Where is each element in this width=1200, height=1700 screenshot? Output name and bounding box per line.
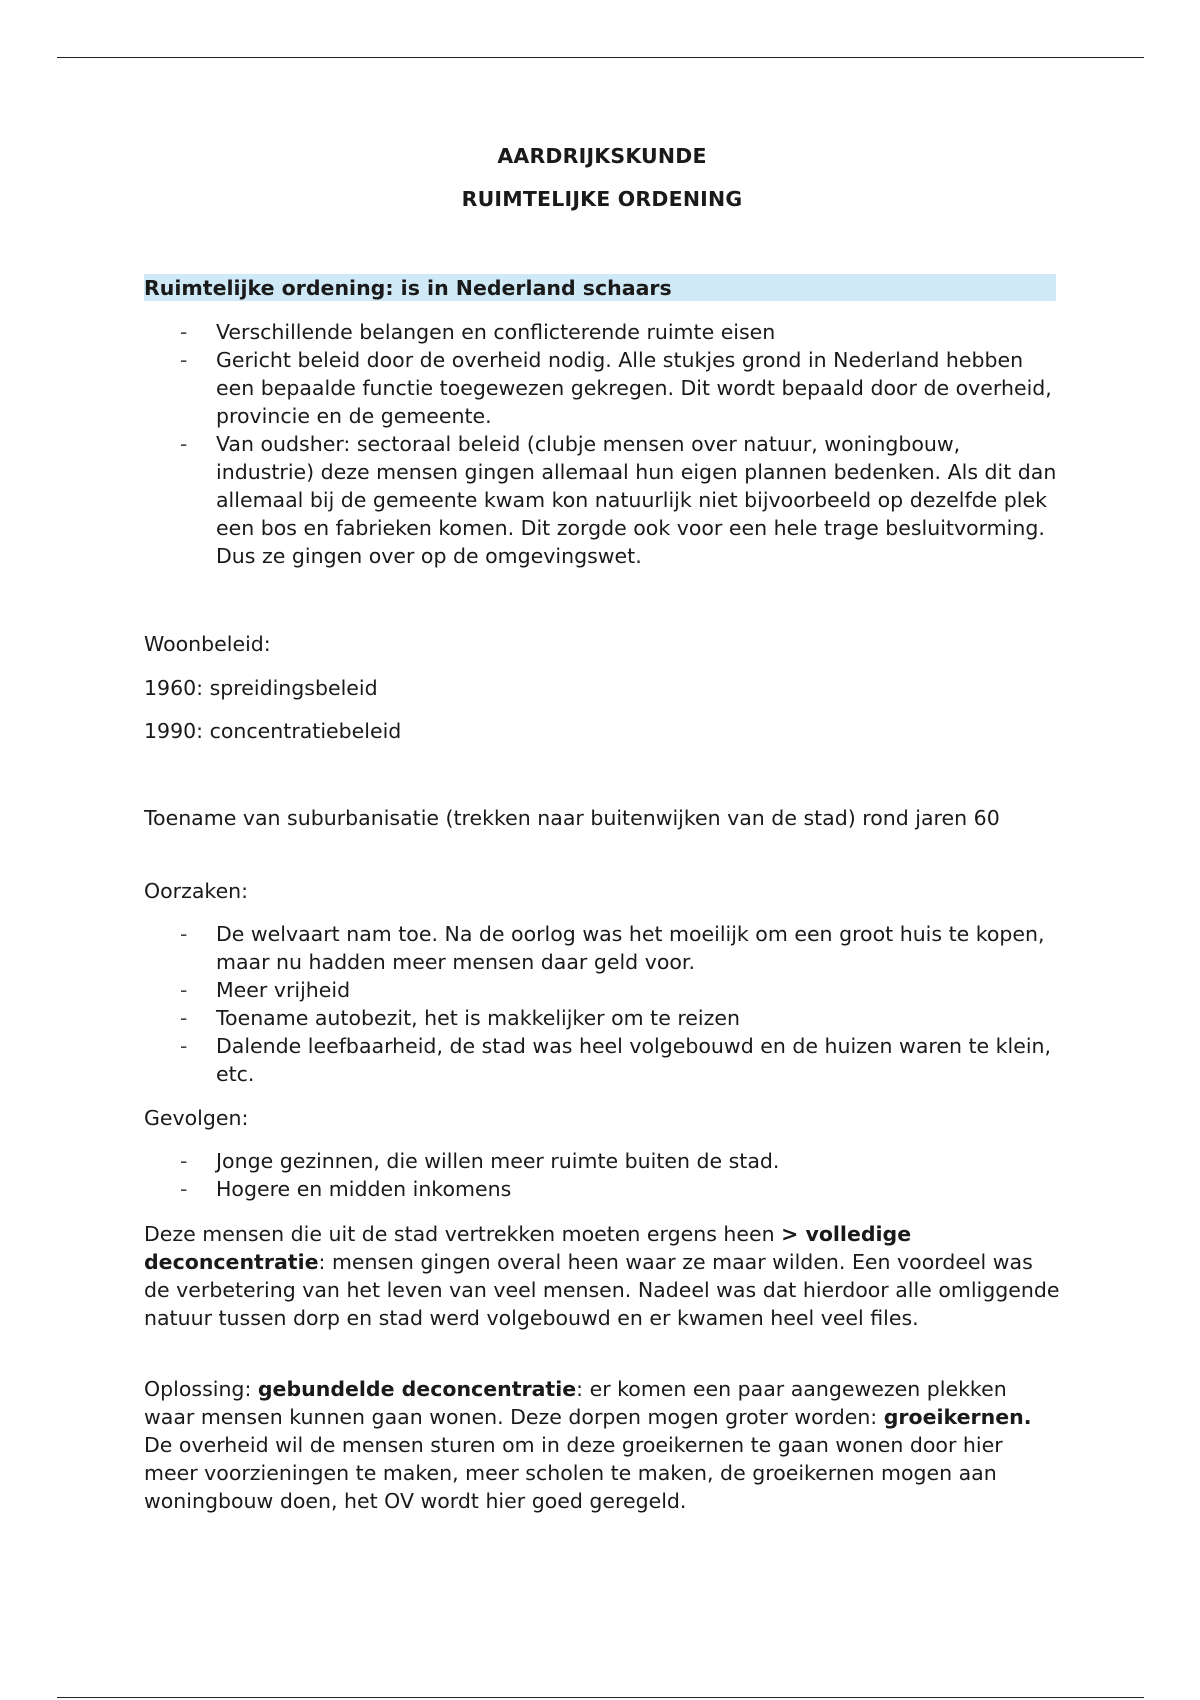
gevolgen-label: Gevolgen: — [144, 1106, 249, 1130]
subject-title: AARDRIJKSKUNDE — [497, 144, 707, 168]
dash-bullet: - — [180, 348, 188, 372]
gevolgen-bullet-list — [144, 1147, 1060, 1203]
oorzaken-label: Oorzaken: — [144, 879, 249, 903]
list-item: - Meer vrijheid — [180, 978, 351, 1002]
list-item: - Gericht beleid door de overheid nodig. Alle stukjes grond in Nederland hebben een bepaalde functie toegewezen gekregen. Dit wordt bepaald door de overheid, provincie en de gemeente. — [180, 348, 1052, 428]
volledige-deconcentratie-paragraph: Deze mensen die uit de stad vertrekken moeten ergens heen > volledige deconcentratie: mensen gingen overal heen waar ze maar wilden. Een voordeel was de verbetering van het leven van veel mensen. Nadeel was dat hierdoor alle omliggende natuur tussen dorp en stad werd volgebouwd en er kwamen heel veel files. — [144, 1222, 1060, 1330]
gebundelde-deconcentratie-paragraph: Oplossing: gebundelde deconcentratie: er komen een paar aangewezen plekken waar mensen kunnen gaan wonen. Deze dorpen mogen groter worden: groeikernen. De overheid wil de mensen sturen om in deze groeikernen te gaan wonen door hier meer voorzieningen te maken, meer scholen te maken, de groeikernen mogen aan woningbouw doen, het OV wordt hier goed geregeld. — [144, 1377, 1032, 1513]
dash-bullet: - — [180, 922, 188, 946]
dash-bullet: - — [180, 1149, 188, 1173]
dash-bullet: - — [180, 978, 188, 1002]
list-item: - Jonge gezinnen, die willen meer ruimte buiten de stad. — [180, 1149, 780, 1173]
dash-bullet: - — [180, 1034, 188, 1058]
oorzaken-bullet-list — [144, 920, 1060, 1088]
list-item: - Van oudsher: sectoraal beleid (clubje mensen over natuur, woningbouw, industrie) deze mensen gingen allemaal hun eigen plannen bedenken. Als dit dan allemaal bij de gemeente kwam kon natuurlijk niet bijvoorbeeld op dezelfde plek een bos en fabrieken komen. Dit zorgde ook voor een hele trage besluitvorming. Dus ze gingen over op de omgevingswet. — [180, 432, 1057, 568]
section1-bullet-list — [144, 318, 1060, 570]
footer-rule — [57, 1697, 1144, 1698]
woonbeleid-label: Woonbeleid: — [144, 632, 271, 656]
dash-bullet: - — [180, 320, 188, 344]
header-rule — [57, 57, 1144, 58]
list-item: - Toename autobezit, het is makkelijker om te reizen — [180, 1006, 740, 1030]
section-heading-highlighted: Ruimtelijke ordening: is in Nederland schaars — [144, 274, 1056, 301]
list-item: - Hogere en midden inkomens — [180, 1177, 512, 1201]
bold-term: groeikernen. — [883, 1405, 1032, 1429]
dash-bullet: - — [180, 1177, 188, 1201]
list-item: - Dalende leefbaarheid, de stad was heel volgebouwd en de huizen waren te klein, etc. — [180, 1034, 1052, 1086]
suburbanisatie-intro: Toename van suburbanisatie (trekken naar buitenwijken van de stad) rond jaren 60 — [144, 806, 1000, 830]
bold-term: gebundelde deconcentratie — [257, 1377, 577, 1401]
bold-term: > volledige deconcentratie — [144, 1222, 912, 1274]
list-item: - De welvaart nam toe. Na de oorlog was het moeilijk om een groot huis te kopen, maar nu hadden meer mensen daar geld voor. — [180, 922, 1045, 974]
topic-title: RUIMTELIJKE ORDENING — [461, 187, 743, 211]
dash-bullet: - — [180, 432, 188, 456]
list-item: - Verschillende belangen en conflicterende ruimte eisen — [180, 320, 776, 344]
woonbeleid-1990: 1990: concentratiebeleid — [144, 719, 402, 743]
dash-bullet: - — [180, 1006, 188, 1030]
woonbeleid-1960: 1960: spreidingsbeleid — [144, 676, 378, 700]
